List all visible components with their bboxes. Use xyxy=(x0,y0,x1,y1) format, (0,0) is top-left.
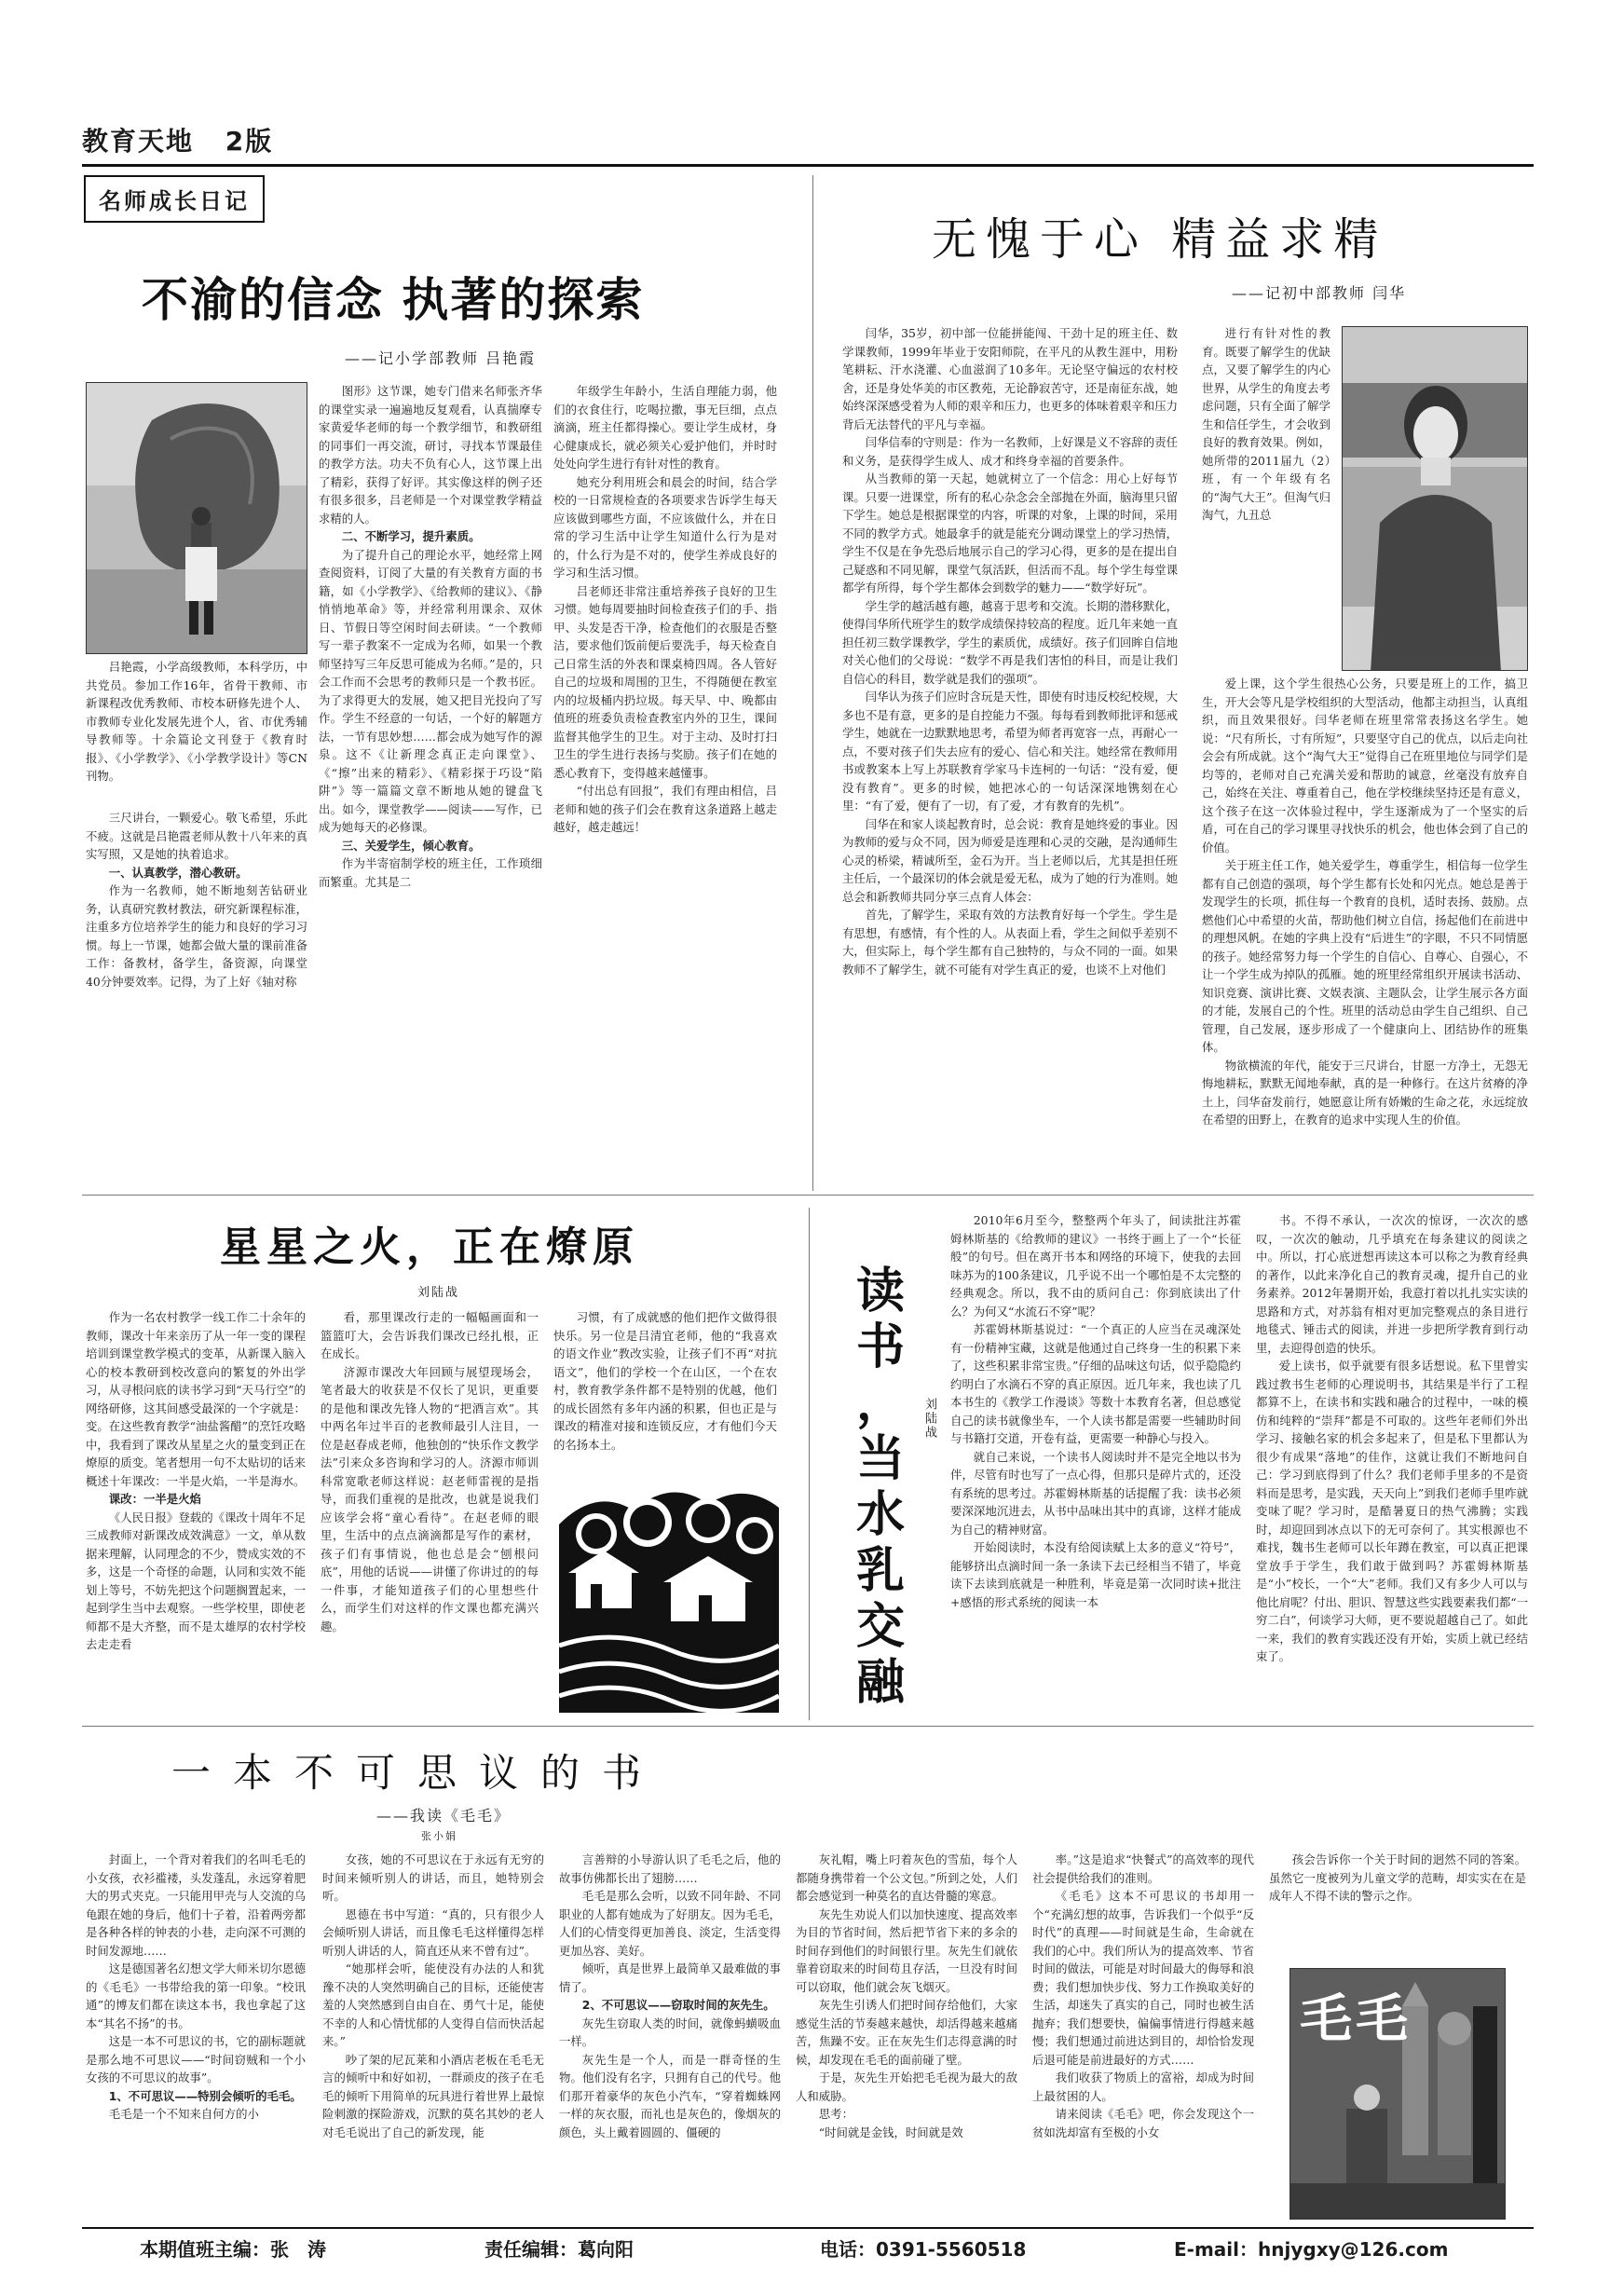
footer-phone: 电话：0391-5560518 xyxy=(820,2238,1027,2261)
article5-col4-p5: 思考： xyxy=(818,2107,853,2121)
article1-sub3: 三、关爱学生，倾心教育。 xyxy=(341,838,481,853)
article5-col4-p6: “时间就是金钱，时间就是效 xyxy=(818,2125,963,2139)
article1-caption-text: 吕艳霞，小学高级教师，本科学历，中共党员。参加工作16年，省骨干教师、市新课程改优秀教师、市校本研修先进个人、市教师专业化发展先进个人，省、市优秀辅导教师等。十余篇论文刊登于《教育时报》、《小学教学》、《小学教学设计》等CN刊物。 xyxy=(86,660,307,783)
article5-col3-p4: 灰先生窃取人类的时间，就像蚂蟥吸血一样。 xyxy=(559,2016,781,2048)
article5-col5-p1: 率。”这是追求“快餐式”的高效率的现代社会提供给我们的准则。 xyxy=(1032,1852,1254,1885)
article5-title: 一本不可思议的书 xyxy=(171,1750,664,1796)
article1-col2 xyxy=(319,382,542,1180)
article3-col1-p1: 作为一名农村教学一线工作二十余年的教师，课改十年来亲历了从一年一变的课程培训到课堂教学模式的变革，从新课入脑入心的校本教研到校改意向的繁复的外出学习，从寻根问底的读书学习到“天马行空”的网络研修，这其间感受最深的一个字就是：变。在这些教育教学“油盐酱醋”的烹饪攻略中，我看到了课改从星星之火的量变到正在燎原的质变。笔者想用一句不太贴切的话来概述十年课改：一半是火焰，一半是海水。 xyxy=(86,1310,306,1488)
article4-title-char-6: 乳 xyxy=(855,1542,905,1599)
article2-col1-p7: 首先，了解学生，采取有效的方法教育好每一个学生。学生是有思想，有感情，有个性的人。从表面上看，学生之间似乎差别不大，但实际上，每个学生都有自己独特的，与众不同的一面。如果教师不了解学生，就不可能有对学生真正的爱，也谈不上对他们 xyxy=(842,908,1178,977)
section-divider-1 xyxy=(82,1195,1534,1196)
article3-col2 xyxy=(321,1308,539,1716)
article5-subtitle: ——我读《毛毛》 xyxy=(376,1807,512,1824)
article5-col1-p4: 毛毛是一个不知来自何方的小 xyxy=(108,2107,259,2121)
article5-col5-p2: 《毛毛》这本不可思议的书却用一个“充满幻想的故事，告诉我们一个似乎“反时代”的真理——时间就是生命，生命就在我们的心中。我们所认为的提高效率、节省时间的做法，可能是对时间最大的侮辱和浪费；我们想加快步伐、努力工作换取美好的生活，却迷失了真实的自己，同时也被生活抛弃；我们想要快，偏偏事情进行得越来越慢；我们想通过前进达到目的，却恰恰发现后退可能是前进最好的方式…… xyxy=(1032,1889,1254,2067)
article4-title-char-1: 读 xyxy=(855,1263,905,1319)
article3-col3 xyxy=(553,1308,777,1456)
article5-col3-p3: 倾听，真是世界上最简单又最难做的事情了。 xyxy=(559,1961,781,1994)
article4-col2-p1: 书。不得不承认，一次次的惊讶，一次次的感叹，一次次的触动，几乎填充在每条建议的阅读之中。所以，打心底迸想再读这本可以称之为教育经典的著作，以此来净化自己的教育灵魂，提升自己的业务素养。2012年暑期开始，我意打着以扎扎实实读的思路和方式，对苏翁有相对更加完整观点的条目进行地毯式、锤击式的阅读，并进一步把所学教育到行动里，去迎得创造的快乐。 xyxy=(1256,1213,1528,1355)
article1-col3-p1: 年级学生年龄小，生活自理能力弱，他们的衣食住行，吃喝拉撒，事无巨细，点点滴滴，班主任都得操心。要让学生成材，身心健康成长，就必须关心爱护他们，并时时处处向学生进行有针对性的教育。 xyxy=(553,384,777,471)
article5-col1 xyxy=(86,1851,306,2221)
article5-col5-p4: 请来阅读《毛毛》吧，你会发现这个一贫如洗却富有至极的小女 xyxy=(1032,2107,1254,2139)
article3-col1-p2: 《人民日报》登载的《课改十周年不足三成教师对新课改成效满意》一文，单从数据来理解，认同理念的不少，赞成实效的不多，这是一个奇怪的命题，认同和实效不能划上等号，不妨先把这个问题搁置起来，一起到学生当中去观察。一些学校里，即使老师都不是大齐整，而不是太雄厚的农村学校去走走看 xyxy=(86,1510,306,1651)
article5-col4 xyxy=(796,1851,1017,2221)
article2-col1-p2: 闫华信奉的守则是：作为一名教师，上好课是义不容辞的责任和义务，是获得学生成人、成才和终身幸福的首要条件。 xyxy=(842,435,1178,468)
article5-sub1: 1、不可思议——特别会倾听的毛毛。 xyxy=(108,2088,302,2103)
article2-col1-p6: 闫华在和家人谈起教育时，总会说：教育是她终爱的事业。因为教师的爱与众不同，因为师爱是连理和心灵的交融，是沟通师生心灵的桥梁，精诚所至，金石为开。当上老师以后，尤其是担任班主任后，一个最深切的体会就是爱无私，成为了她的行为准则。她总会和新教师共同分享三点育人体会： xyxy=(842,816,1178,904)
article2-title: 无愧于心 精益求精 xyxy=(932,213,1388,266)
top-rule xyxy=(82,164,1534,167)
article3-sub1: 课改：一半是火焰 xyxy=(108,1492,201,1506)
article3-col2-p1: 看，那里课改行走的一幅幅画面和一篮篮叮大，会告诉我们课改已经扎根，正在成长。 xyxy=(321,1310,539,1360)
article2-col2-p4: 物欲横流的年代，能安于三尺讲台，甘愿一方净土，无怨无悔地耕耘，默默无闻地奉献，真的是一种修行。在这片贫瘠的净土上，闫华奋发前行，她愿意让所有娇嫩的生命之花，永远绽放在希望的田野上，在教育的追求中实现人生的价值。 xyxy=(1202,1058,1528,1127)
article5-col1-p1: 封面上，一个背对着我们的名叫毛毛的小女孩，衣衫褴褛，头发蓬乱，永远穿着肥大的男式夹克。一只能用甲壳与人交流的乌龟跟在她的身后，他们十子着，沿着两旁都是各种各样的钟表的小巷，走向深不可测的时间发源地…… xyxy=(86,1852,306,1958)
article4-byline: 刘陆战 xyxy=(922,1398,936,1440)
article1-byline: ——记小学部教师 吕艳霞 xyxy=(345,349,537,367)
teacher-photo-image xyxy=(87,383,307,654)
article3-col2-p2: 济源市课改大年回顾与展望现场会，笔者最大的收获是不仅长了见识，更重要的是他和课改先锋人物的“把酒言欢”。其中两名年过半百的老教师最引人注目，一位是赵春成老师，他独创的“快乐作文教学法”引来众多咨询和学习的人。济源市师训科常宽歌老师这样说：赵老师雷视的是指导，而我们重视的是批改，也就是说我们应该学会将“童心看待”。在赵老师的眼里，生活中的点点滴滴都是写作的素材，孩子们有事情说，他也总是会“刨根问底”，用他的话说——讲懂了你讲过的的每一件事，才能知道孩子们的心里想些什么，而学生们对这样的作文课也都充满兴趣。 xyxy=(321,1364,539,1633)
teacher-photo-image xyxy=(1343,327,1528,671)
article1-col2-p3: 作为半寄宿制学校的班主任，工作琐细而繁重。尤其是二 xyxy=(319,856,542,889)
article2-col1-p1: 闫华，35岁，初中部一位能拼能闯、干劲十足的班主任、数学课教师，1999年毕业于安阳师院，在平凡的从教生涯中，用粉笔耕耘、汗水浇灌、心血滋润了10多年。无论坚守偏远的农村校舍，还是身处华美的市区教苑，无论静寂苦守，还是南征东战，她始终深深感受着为人师的艰辛和压力，也更多的体味着艰辛和压力背后无法替代的平凡与幸福。 xyxy=(842,326,1178,431)
article3-title: 星星之火，正在燎原 xyxy=(220,1223,639,1271)
article1-title: 不渝的信念 执著的探索 xyxy=(142,273,645,327)
article3-col1 xyxy=(86,1308,306,1716)
article2-col1-p5: 闫华认为孩子们应时含玩是天性，即使有时违反校纪校规，大多也不是有意，更多的是自控能力不强。每每看到教师批评和惩戒学生，她就在一边默默地思考，希望为师者再宽容一点，再耐心一点，不要对孩子们失去应有的爱心、信心和关注。她经常在教师用书或教案本上写上苏联教育学家马卡连柯的一句话：“没有爱，便没有教育”。更多的时候，她把冰心的一句话深深地镌刻在心里：“有了爱，便有了一切，有了爱，才有教育的先机”。 xyxy=(842,690,1178,813)
article2-photo xyxy=(1342,326,1528,671)
article5-col1-p2: 这是德国著名幻想文学大师米切尔恩德的《毛毛》一书带给我的第一印象。“校讯通”的博友们都在读这本书，我也拿起了这本“其名不扬”的书。 xyxy=(86,1961,306,2030)
article2-col2-p1: 进行有针对性的教育。既要了解学生的优缺点，又要了解学生的内心世界，从学生的角度去考虑问题，只有全面了解学生和信任学生，才会收到良好的教育效果。例如，她所带的2011届九（2）班，有一个年级有名的“淘气大王”。但淘气归淘气，九丑总 xyxy=(1202,326,1330,522)
article1-sub1: 一、认真教学，潜心教研。 xyxy=(108,865,248,880)
article1-col1-p2: 作为一名教师，她不断地刻苦钻研业务，认真研究教材教法，研究新课程标准，注重多方位培养学生的能力和良好的学习习惯。每上一节课，她都会做大量的课前准备工作：备教材，备学生，备资源，向课堂40分钟要效率。记得，为了上好《轴对称 xyxy=(86,883,307,989)
article5-col3-p5: 灰先生是一个人，而是一群奇怪的生物。他们没有名字，只拥有自己的代号。他们那开着豪华的灰色小汽车，“穿着蜘蛛网一样的灰衣服，而礼也是灰色的，像烟灰的颜色，头上戴着圆圆的、僵硬的 xyxy=(559,2052,781,2139)
village-woodcut-image xyxy=(559,1459,779,1713)
article5-col4-p4: 于是，灰先生开始把毛毛视为最大的敌人和威胁。 xyxy=(796,2070,1017,2103)
column-label: 名师成长日记 xyxy=(84,175,265,223)
article1-col3-p3: 吕老师还非常注重培养孩子良好的卫生习惯。她每周要抽时间检查孩子们的手、指甲、头发是否干净，检查他们的衣服是否整洁，要求他们饭前便后要洗手，每天检查自己日常生活的外表和课桌椅四周。各人管好自己的垃圾和周围的卫生，不得随便在教室内的垃圾桶内扔垃圾。每天早、中、晚都由值班的班委负责检查教室内外的卫生，课间监督其他学生的卫生。对于主动、及时打扫卫生的学生进行表扬与奖励。孩子们在她的悉心教育下，变得越来越懂事。 xyxy=(553,583,777,780)
article5-col3 xyxy=(559,1851,781,2221)
article5-col3-p2: 毛毛是那么会听，以致不同年龄、不同职业的人都有她成为了好朋友。因为毛毛，人们的心情变得更加善良、淡定，生活变得更加丛容、美好。 xyxy=(559,1889,781,1958)
section-header xyxy=(82,121,273,158)
book-cover-title: 毛毛 xyxy=(1300,1989,1412,2050)
article3-byline: 刘陆战 xyxy=(417,1286,460,1300)
article4-title xyxy=(839,1264,922,1720)
article1-col3 xyxy=(553,382,777,1180)
article5-col2-p4: 吵了架的尼瓦莱和小酒店老板在毛毛无言的倾听中和好如初，一群顽皮的孩子在毛毛的倾听下用简单的玩具进行着世界上最惊险刺激的探险游戏，沉默的莫名其妙的老人对毛毛说出了自己的新发现，能 xyxy=(322,2052,544,2139)
article5-col6-p1: 孩会告诉你一个关于时间的迥然不同的答案。虽然它一度被列为儿童文学的范畴，却实实在在是成年人不得不读的警示之作。 xyxy=(1269,1852,1526,1903)
article4-title-char-8: 融 xyxy=(855,1654,905,1711)
article4-title-char-3: ， xyxy=(855,1374,905,1431)
article5-col2-p1: 女孩，她的不可思议在于永远有无穷的时间来倾听别人的讲话，而且，她特别会听。 xyxy=(322,1852,544,1903)
article5-col4-p3: 灰先生引诱人们把时间存给他们，大家感觉生活的节奏越来越快，却活得越来越痛苦，焦躁不安。正在灰先生们志得意满的时候，却发现在毛毛的面前碰了壁。 xyxy=(796,1998,1017,2067)
article1-col2-p2: 为了提升自己的理论水平，她经常上网查阅资料，订阅了大量的有关教育方面的书籍，如《小学教学》、《给教师的建议》、《静悄悄地革命》等，并经常利用课余、双休日、节假日等空闲时间去研读。“一个教师写一辈子教案不一定成为名师，如果一个教师坚持写三年反思可能成为名师。”是的，只会工作而不会思考的教师只是一个教书匠。为了求得更大的发展，她又把目光投向了写作。学生不经意的一句话，一个好的解题方法，一节有思妙想……都会成为她写作的源泉。这不《让新理念真正走向课堂》、《“擦”出来的精彩》、《精彩探于巧设“陷阱”》等一篇篇文章不断地从她的键盘飞出。如今，课堂教学——阅读——写作，已成为她每天的必修课。 xyxy=(319,547,542,834)
article5-sub2: 2、不可思议——窃取时间的灰先生。 xyxy=(581,1998,775,2012)
article1-col1 xyxy=(86,809,307,1180)
article4-title-char-4: 当 xyxy=(855,1430,905,1487)
section-name: 教育天地 xyxy=(82,126,195,157)
article1-col3-p2: 她充分利用班会和晨会的时间，结合学校的一日常规检查的各项要求告诉学生每天应该做到哪些方面，不应该做什么，并在日常的学习生活中让学生知道什么行为是对的，什么行为是不对的，使学生养成良好的学习和生活习惯。 xyxy=(553,474,777,580)
article1-col1-p1: 三尺讲台，一颗爱心。敬飞希望，乐此不疲。这就是吕艳霞老师从教十八年来的真实写照，又是她的执着追求。 xyxy=(86,811,307,861)
article5-col6 xyxy=(1269,1851,1526,1961)
article2-col2 xyxy=(1202,675,1528,1189)
article4-col2-p2: 爱上读书，似乎就要有很多话想说。私下里曾实践过教书生老师的心理说明书，其结果是半行了工程都算不上，在读书和实践和融合的过程中，一味的模仿和纯粹的“崇拜”都是不可取的。这些年老师们外出学习、接触名家的机会多起来了，但是私下里都认为很少有成果“落地”的佳作，这就让我们不断地问自己：学习到底得到了什么？我们老师手里多的不是资料而是思考，是实践，天天向上”到我们老师手里咋就变味了呢？学习时，是酷暑夏日的热气沸腾；实践时，却迎回到冰点以下的无可奈何了。其实根源也不难找，魏书生老师可以长年蹲在教室，可以真正把课堂放手于学生，我们敢于做到吗？苏霍姆林斯基是“小”校长，一个“大”老师。我们又有多少人可以与他比肩呢？付出、胆识、智慧这些实践要素我们都“一穷二白”，何谈学习大师，更不要说超越自己了。如此一来，我们的教育实践还没有开始，实质上就已经结束了。 xyxy=(1256,1359,1528,1663)
article5-col2-p2: 恩德在书中写道：“真的，只有很少人会倾听别人讲话，而且像毛毛这样懂得怎样听别人讲话的人，简直还从来不曾有过”。 xyxy=(322,1906,544,1958)
article4-title-char-2: 书 xyxy=(855,1319,905,1375)
article3-col3-p1: 习惯，有了成就感的他们把作文做得很快乐。另一位是吕清宜老师，他的“我喜欢的语文作业”教改实验，让孩子们不再“对抗语文”，他们的学校一个在山区，一个在农村，教育教学条件都不是特别的优越，他们的成长固然有多年内涵的积累，但也正是与课改的精准对接和连锁反应，才有他们今天的名扬本土。 xyxy=(553,1310,777,1452)
article5-col5 xyxy=(1032,1851,1254,2221)
section-divider-2 xyxy=(82,1726,1534,1727)
article1-photo xyxy=(86,382,307,654)
article5-col3-p1: 言善辩的小导游认识了毛毛之后，他的故事仿佛都长出了翅膀…… xyxy=(559,1852,781,1885)
article4-col1-p4: 开始阅读时，本没有给阅读赋上太多的意义“符号”，能够挤出点滴时间一条一条读下去已经相当不错了，毕竟读下去读到底就是一种胜利，毕竟是第一次同时读+批注+感悟的形式系统的阅读一本 xyxy=(950,1540,1241,1609)
footer-email[interactable]: E-mail：hnjygxy@126.com xyxy=(1174,2238,1449,2261)
article4-title-char-5: 水 xyxy=(855,1486,905,1543)
article2-col1-p4: 学生学的越活越有趣，越喜于思考和交流。长期的潜移默化，使得闫华所代班学生的数学成绩保持较高的程度。近几年来她一直担任初三数学课教学，学生的素质优，成绩好。孩子们回眸自信地对关心他们的父母说：“数学不再是我们害怕的科目，而是让我们自信心的科目，数学就是我们的强项”。 xyxy=(842,598,1178,686)
page-number: 2版 xyxy=(225,126,274,157)
article5-col4-p2: 灰先生劝说人们以加快速度、提高效率为目的节省时间，然后把节省下来的多余的时间存到他们的时间银行里。灰先生们就依靠着窃取来的时间苟且存活，一旦没有时间可以窃取，他们就会灰飞烟灭。 xyxy=(796,1906,1017,1994)
article2-col1-p3: 从当教师的第一天起，她就树立了一个信念：用心上好每节课。只要一进课堂，所有的私心杂念会全部抛在外面，脑海里只留下学生。她总是根据课堂的内容，听课的对象，上课的时间，采用不同的教学方式。她最拿手的就是能充分调动课堂上的学习热情，学生不仅是在争先恐后地展示自己的学习心得，更多的是在提出自己疑惑和不同见解，课堂气氛活跃，但活而不乱。每个学生每堂课都学有所得，每个学生都体会到数学的魅力——“数学好玩”。 xyxy=(842,472,1178,594)
article4-col1-p3: 就自己来说，一个读书人阅读时并不是完全地以书为伴，尽管有时也写了一点心得，但那只是碎片式的，还没有系统的思考过。苏霍姆林斯基的话提醒了我：读书必须要深深地沉进去，从书中品味出其中的真谛，这样才能成为自己的精神财富。 xyxy=(950,1449,1241,1537)
article1-sub2: 二、不断学习，提升素质。 xyxy=(341,529,481,543)
article2-byline: ——记初中部教师 闫华 xyxy=(1232,284,1407,302)
article4-col1-p1: 2010年6月至今，整整两个年头了，间读批注苏霍姆林斯基的《给教师的建议》一书终于画上了一个“长征般”的句号。但在离开书本和网络的环境下，使我的去回味苏为的100条建议，几乎说不出一个哪怕是不太完整的经典观念。所以，我不由的质问自己：你到底读出了什么？为何又“水流石不穿”呢？ xyxy=(950,1213,1241,1319)
article4-title-char-7: 交 xyxy=(855,1598,905,1655)
article2-col2-narrow xyxy=(1202,324,1330,671)
book-cover-image xyxy=(1289,1968,1506,2220)
column-divider-1 xyxy=(812,175,813,1191)
article3-woodcut-illustration xyxy=(559,1459,779,1713)
article1-col3-p4: “付出总有回报”，我们有理由相信，吕老师和她的孩子们会在教育这条道路上越走越好，越走越远！ xyxy=(553,784,777,834)
article2-col2-p3: 关于班主任工作，她关爱学生，尊重学生，相信每一位学生都有自己创造的强项，每个学生都有长处和闪光点。她总是善于发现学生的长项，抓住每一个教育的良机，适时表扬、鼓励。点燃他们心中希望的火苗，帮助他们树立自信，扬起他们在前进中的理想风帆。在她的字典上没有“后进生”的字眼，不只不同情愿的孩子。她经常努力每一个学生的自信心、自尊心、自强心，不让一个学生成为掉队的孤雁。她的班里经常组织开展读书活动、知识竞赛、演讲比赛、文娱表演、主题队会，让学生展示各方面的才能，发展自己的个性。班里的活动总由学生自己组织、自己管理，自己发展，逐步形成了一个健康向上、团结协作的班集体。 xyxy=(1202,858,1528,1054)
column-divider-2 xyxy=(809,1208,810,1720)
article5-col1-p3: 这是一本不可思议的书，它的副标题就是那么地不可思议——“时间窃贼和一个小女孩的不可思议的故事”。 xyxy=(86,2034,306,2084)
article4-col2 xyxy=(1256,1211,1528,1720)
article2-col2-p2: 爱上课，这个学生很热心公务，只要是班上的工作，搞卫生，开大会等凡是学校组织的大型活动，他都主动担当，认真组织，而且效果很好。闫华老师在班里常常表扬这名学生。她说：“尺有所长，寸有所短”，只要坚守自己的优点，以后走向社会会有所成就。这个“淘气大王”觉得自己在班里地位与同学们是均等的，老师对自己充满关爱和帮助的诚意，丝毫没有放弃自己，始终在关注、尊重着自己，他在学校继续坚持还是有意义，这个孩子在这一次体验过程中，学生逐渐成为了一个坚实的后盾，可在自己的学习课里寻找快乐的机会，他也体会到了自己的价值。 xyxy=(1202,676,1528,854)
article1-caption xyxy=(86,658,307,807)
footer-responsible-editor: 责任编辑：葛向阳 xyxy=(484,2238,634,2261)
article4-col1-p2: 苏霍姆林斯基说过：“一个真正的人应当在灵魂深处有一份精神宝藏，这就是他通过自己终身一生的积累下来了，这些积累非常宝贵。”仔细的品味这句话，似乎隐隐约约明白了水滴石不穿的真正原因。近几年来，我也读了几本书生的《教学工作漫谈》等数十本教育名著，但总感觉自己的读书就像坐车，一个人读书都是需要一些辅助时间与书籍打交道，开卷有益，更需要一种静心与投入。 xyxy=(950,1322,1241,1445)
article2-col1 xyxy=(842,324,1178,1189)
article4-col1 xyxy=(950,1211,1241,1720)
article5-byline: 张小娟 xyxy=(421,1830,457,1842)
article5-col2-p3: “她那样会听，能使没有办法的人和犹豫不决的人突然明确自己的目标，还能使害羞的人突然感到自由自在、勇气十足，能使不幸的人和心情忧郁的人变得自信而快活起来。” xyxy=(322,1961,544,2048)
bottom-rule xyxy=(82,2227,1534,2229)
article5-col4-p1: 灰礼帽，嘴上叼着灰色的雪茄，每个人都随身携带着一个公文包。”所到之处，人们都会感觉到一种莫名的直达骨髓的寒意。 xyxy=(796,1852,1017,1903)
article5-col2 xyxy=(322,1851,544,2221)
article1-col2-p1: 图形》这节课，她专门借来名师张齐华的课堂实录一遍遍地反复观看，认真揣摩专家黄爱华老师的每一个教学细节，和教研组的同事们一再交流，研讨，寻找本节课最佳的教学方法。功夫不负有心人，这节课上出了精彩，获得了好评。其实像这样的例子还有很多很多，吕老师是一个对课堂教学精益求精的人。 xyxy=(319,384,542,526)
footer-editor-on-duty: 本期值班主编：张 涛 xyxy=(140,2238,326,2261)
article5-col5-p3: 我们收获了物质上的富裕，却成为时间上最贫困的人。 xyxy=(1032,2070,1254,2103)
